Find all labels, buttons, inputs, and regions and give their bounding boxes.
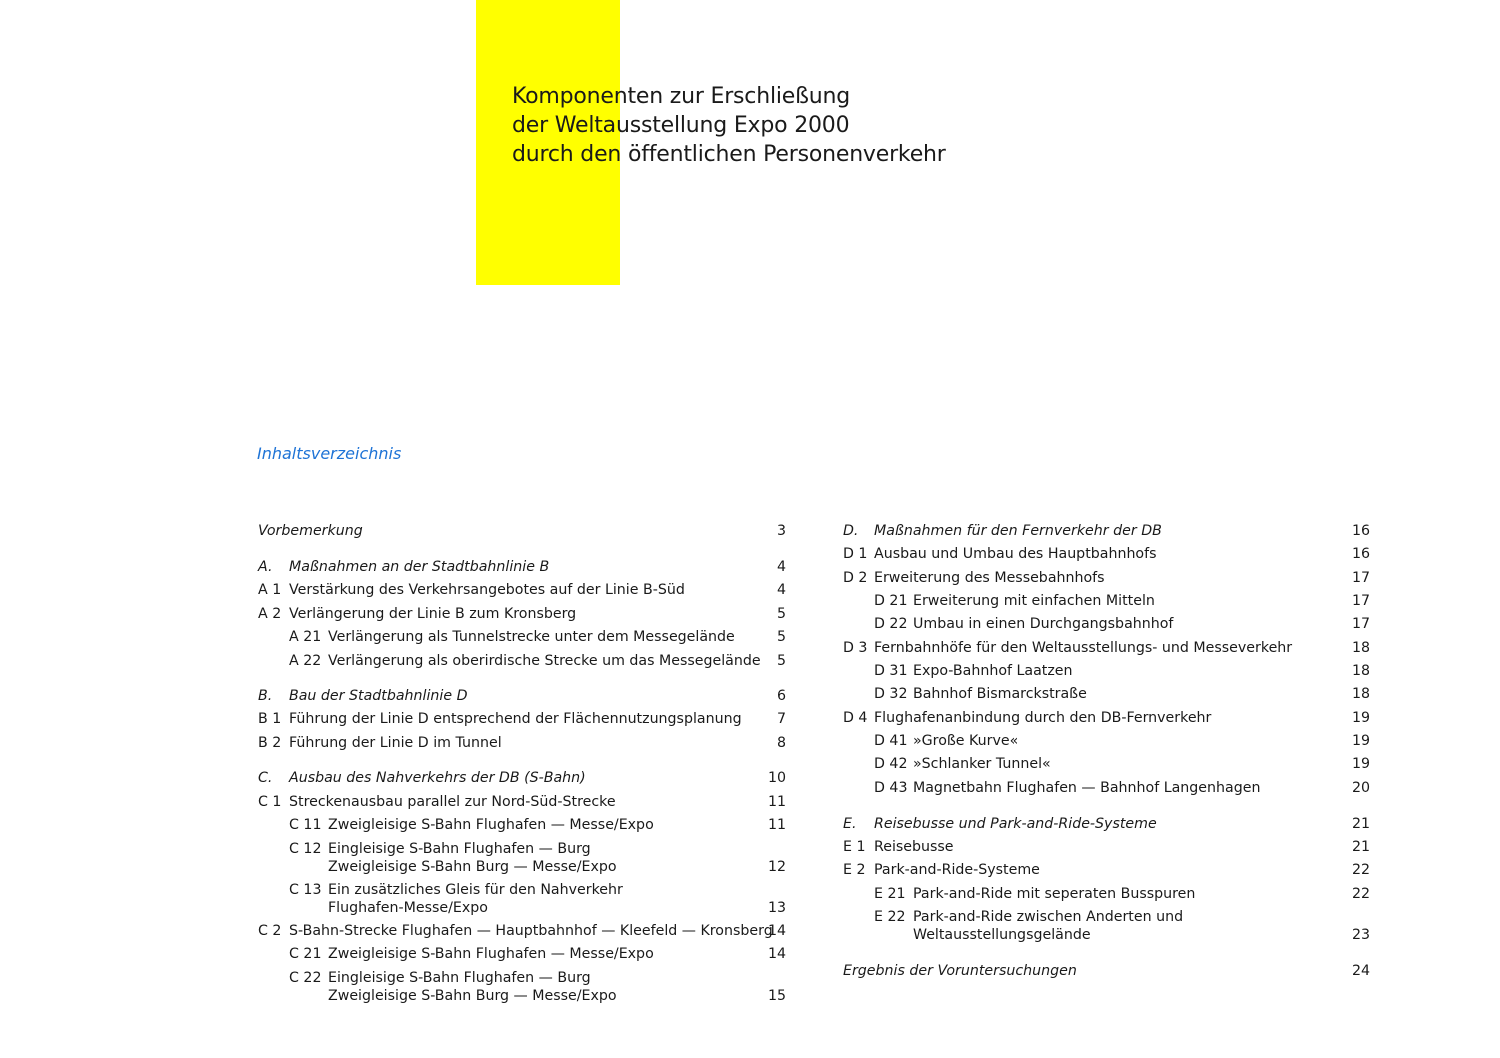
toc-entry-code: E 21 bbox=[874, 886, 906, 902]
toc-entry-code: E 22 bbox=[874, 909, 906, 925]
title-line-1: Komponenten zur Erschließung bbox=[512, 84, 851, 109]
toc-entry-title: Vorbemerkung bbox=[258, 523, 363, 539]
toc-entry-code: C. bbox=[258, 770, 273, 786]
toc-entry-page-number: 20 bbox=[1351, 780, 1370, 796]
toc-entry-code: D 4 bbox=[843, 710, 868, 726]
toc-entry-page-number: 14 bbox=[767, 923, 786, 939]
toc-entry-page-number: 16 bbox=[1351, 523, 1370, 539]
toc-entry-page-number: 13 bbox=[767, 900, 786, 916]
toc-entry-code: C 22 bbox=[289, 970, 322, 986]
toc-entry-title-continued: Flughafen-Messe/Expo bbox=[328, 900, 488, 916]
toc-entry-title: Reisebusse und Park-and-Ride-Systeme bbox=[874, 816, 1157, 832]
toc-entry-code: A 22 bbox=[289, 653, 322, 669]
toc-entry-title: Verlängerung der Linie B zum Kronsberg bbox=[289, 606, 577, 622]
toc-entry-code: C 21 bbox=[289, 946, 322, 962]
toc-entry-page-number: 4 bbox=[776, 582, 786, 598]
toc-entry-title: Ausbau des Nahverkehrs der DB (S-Bahn) bbox=[289, 770, 586, 786]
toc-entry-code: D 2 bbox=[843, 570, 868, 586]
toc-entry-page-number: 18 bbox=[1351, 686, 1370, 702]
toc-entry-code: D 21 bbox=[874, 593, 908, 609]
toc-entry-code: A. bbox=[258, 559, 273, 575]
toc-entry-page-number: 22 bbox=[1351, 862, 1370, 878]
toc-entry-page-number: 14 bbox=[767, 946, 786, 962]
toc-entry-code: D 43 bbox=[874, 780, 908, 796]
toc-entry-page-number: 5 bbox=[776, 606, 786, 622]
toc-entry-code: D 3 bbox=[843, 640, 868, 656]
toc-entry-page-number: 12 bbox=[767, 859, 786, 875]
toc-entry-title: »Große Kurve« bbox=[913, 733, 1019, 749]
toc-entry-title: Flughafenanbindung durch den DB-Fernverkehr bbox=[874, 710, 1212, 726]
toc-entry-code: D 42 bbox=[874, 756, 908, 772]
title-line-3: durch den öffentlichen Personenverkehr bbox=[512, 142, 946, 167]
toc-entry-page-number: 17 bbox=[1351, 616, 1370, 632]
toc-entry-page-number: 15 bbox=[767, 988, 786, 1004]
toc-entry-code: A 1 bbox=[258, 582, 282, 598]
toc-entry-title: Umbau in einen Durchgangsbahnhof bbox=[913, 616, 1174, 632]
toc-entry-title: Expo-Bahnhof Laatzen bbox=[913, 663, 1073, 679]
toc-entry-page-number: 19 bbox=[1351, 756, 1370, 772]
toc-entry-page-number: 5 bbox=[776, 629, 786, 645]
toc-entry-page-number: 19 bbox=[1351, 733, 1370, 749]
toc-entry-page-number: 17 bbox=[1351, 570, 1370, 586]
toc-entry-code: A 2 bbox=[258, 606, 282, 622]
toc-entry-page-number: 21 bbox=[1351, 816, 1370, 832]
toc-entry-code: E 1 bbox=[843, 839, 866, 855]
toc-entry-page-number: 18 bbox=[1351, 663, 1370, 679]
toc-entry-code: E. bbox=[843, 816, 857, 832]
toc-entry-title: Ein zusätzliches Gleis für den Nahverkehr bbox=[328, 882, 623, 898]
toc-entry-page-number: 3 bbox=[776, 523, 786, 539]
toc-entry-title: Erweiterung des Messebahnhofs bbox=[874, 570, 1105, 586]
title-line-2: der Weltausstellung Expo 2000 bbox=[512, 113, 850, 138]
toc-entry-page-number: 11 bbox=[767, 794, 786, 810]
toc-entry-page-number: 19 bbox=[1351, 710, 1370, 726]
toc-entry-title: Ausbau und Umbau des Hauptbahnhofs bbox=[874, 546, 1157, 562]
toc-entry-title: Zweigleisige S-Bahn Flughafen — Messe/Expo bbox=[328, 946, 654, 962]
toc-entry-title: »Schlanker Tunnel« bbox=[913, 756, 1051, 772]
toc-entry-page-number: 18 bbox=[1351, 640, 1370, 656]
toc-entry-page-number: 6 bbox=[776, 688, 786, 704]
toc-entry-page-number: 8 bbox=[776, 735, 786, 751]
toc-entry-title: Erweiterung mit einfachen Mitteln bbox=[913, 593, 1155, 609]
toc-entry-code: B 2 bbox=[258, 735, 282, 751]
toc-entry-page-number: 11 bbox=[767, 817, 786, 833]
toc-entry-title: Verstärkung des Verkehrsangebotes auf der Linie B-Süd bbox=[289, 582, 685, 598]
toc-entry-code: C 1 bbox=[258, 794, 282, 810]
toc-entry-title-continued: Zweigleisige S-Bahn Burg — Messe/Expo bbox=[328, 988, 617, 1004]
toc-entry-code: D. bbox=[843, 523, 859, 539]
toc-heading: Inhaltsverzeichnis bbox=[257, 444, 402, 463]
toc-entry-title: Streckenausbau parallel zur Nord-Süd-Strecke bbox=[289, 794, 616, 810]
toc-entry-page-number: 17 bbox=[1351, 593, 1370, 609]
toc-entry-code: A 21 bbox=[289, 629, 322, 645]
toc-entry-title: Ergebnis der Voruntersuchungen bbox=[843, 963, 1077, 979]
toc-entry-code: D 31 bbox=[874, 663, 908, 679]
toc-entry-title-continued: Zweigleisige S-Bahn Burg — Messe/Expo bbox=[328, 859, 617, 875]
toc-entry-title: Maßnahmen für den Fernverkehr der DB bbox=[874, 523, 1162, 539]
toc-entry-page-number: 7 bbox=[776, 711, 786, 727]
toc-entry-code: C 11 bbox=[289, 817, 322, 833]
toc-entry-page-number: 16 bbox=[1351, 546, 1370, 562]
toc-entry-title: Reisebusse bbox=[874, 839, 954, 855]
toc-entry-page-number: 23 bbox=[1351, 927, 1370, 943]
toc-entry-title: Bau der Stadtbahnlinie D bbox=[289, 688, 468, 704]
toc-entry-code: B. bbox=[258, 688, 273, 704]
toc-entry-page-number: 24 bbox=[1351, 963, 1370, 979]
toc-entry-title: Führung der Linie D im Tunnel bbox=[289, 735, 502, 751]
toc-entry-title: Park-and-Ride-Systeme bbox=[874, 862, 1040, 878]
toc-entry-code: D 32 bbox=[874, 686, 908, 702]
toc-entry-title: Park-and-Ride mit seperaten Busspuren bbox=[913, 886, 1196, 902]
toc-entry-page-number: 21 bbox=[1351, 839, 1370, 855]
document-title bbox=[512, 82, 946, 169]
toc-entry-title: Eingleisige S-Bahn Flughafen — Burg bbox=[328, 970, 591, 986]
toc-entry-code: D 1 bbox=[843, 546, 868, 562]
toc-entry-title: Zweigleisige S-Bahn Flughafen — Messe/Expo bbox=[328, 817, 654, 833]
toc-entry-title: S-Bahn-Strecke Flughafen — Hauptbahnhof — Kleefeld — Kronsberg bbox=[289, 923, 773, 939]
toc-entry-title: Führung der Linie D entsprechend der Flächennutzungsplanung bbox=[289, 711, 742, 727]
toc-entry-title-continued: Weltausstellungsgelände bbox=[913, 927, 1091, 943]
toc-entry-page-number: 10 bbox=[767, 770, 786, 786]
toc-entry-code: C 13 bbox=[289, 882, 322, 898]
toc-entry-title: Verlängerung als oberirdische Strecke um das Messegelände bbox=[328, 653, 761, 669]
toc-entry-code: C 12 bbox=[289, 841, 322, 857]
toc-entry-title: Eingleisige S-Bahn Flughafen — Burg bbox=[328, 841, 591, 857]
toc-entry-code: E 2 bbox=[843, 862, 866, 878]
toc-entry-page-number: 5 bbox=[776, 653, 786, 669]
toc-entry-title: Verlängerung als Tunnelstrecke unter dem Messegelände bbox=[328, 629, 735, 645]
toc-entry-title: Bahnhof Bismarckstraße bbox=[913, 686, 1087, 702]
toc-entry-code: B 1 bbox=[258, 711, 282, 727]
toc-entry-title: Fernbahnhöfe für den Weltausstellungs- und Messeverkehr bbox=[874, 640, 1293, 656]
toc-entry-code: D 22 bbox=[874, 616, 908, 632]
toc-entry-title: Maßnahmen an der Stadtbahnlinie B bbox=[289, 559, 550, 575]
toc-entry-page-number: 4 bbox=[776, 559, 786, 575]
toc-entry-title: Park-and-Ride zwischen Anderten und bbox=[913, 909, 1184, 925]
toc-entry-code: D 41 bbox=[874, 733, 908, 749]
toc-entry-code: C 2 bbox=[258, 923, 282, 939]
toc-entry-page-number: 22 bbox=[1351, 886, 1370, 902]
toc-entry-title: Magnetbahn Flughafen — Bahnhof Langenhagen bbox=[913, 780, 1261, 796]
